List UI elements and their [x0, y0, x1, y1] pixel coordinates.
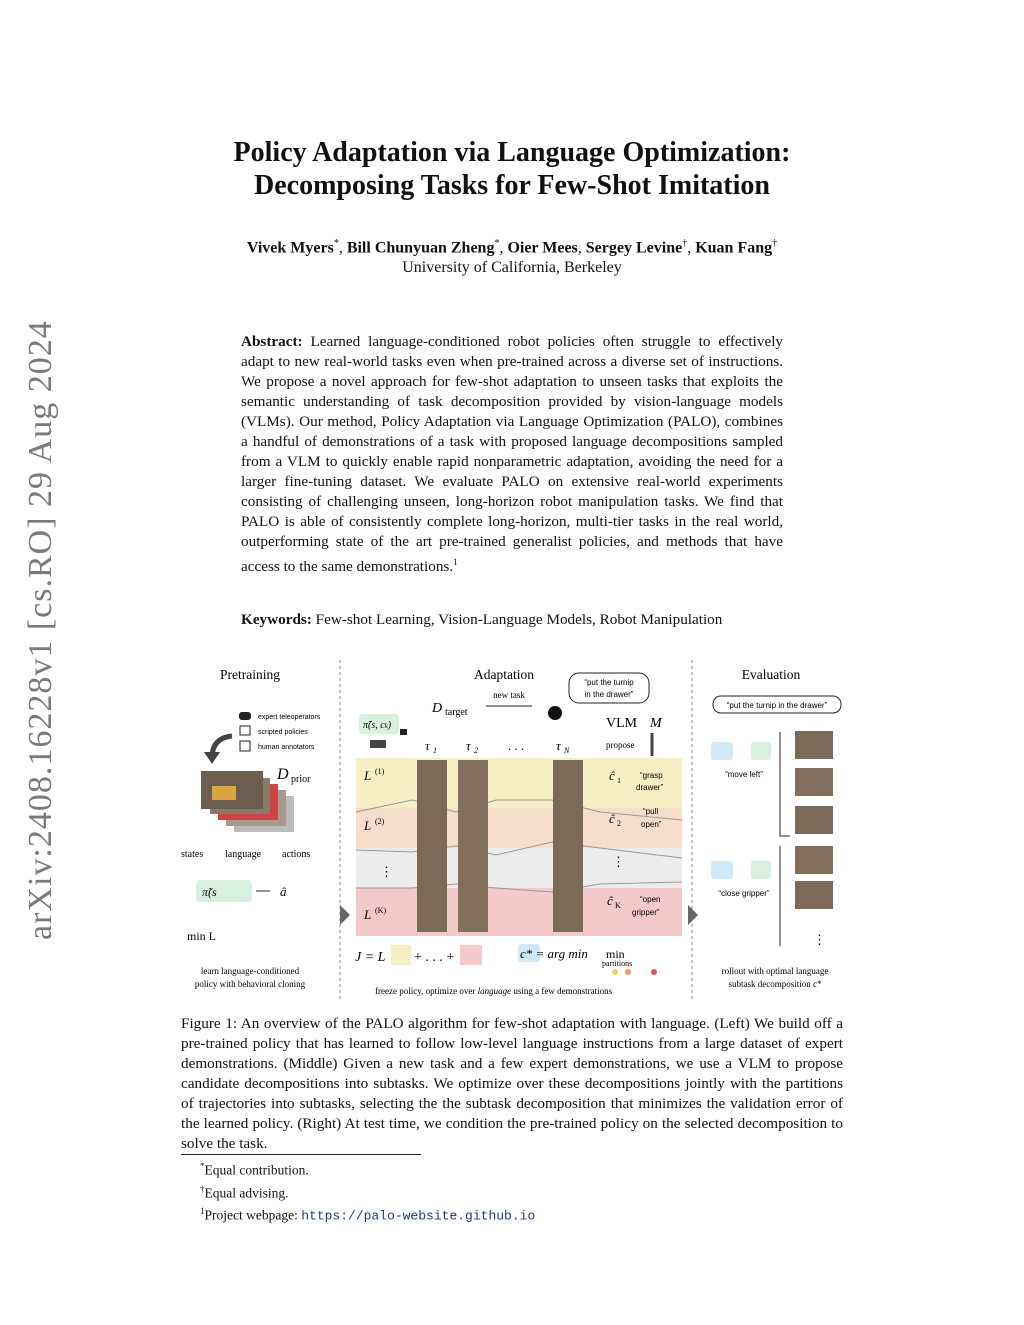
evaluation-heading: Evaluation — [741, 667, 801, 682]
author-name: Bill Chunyuan Zheng — [346, 239, 495, 257]
source-item: expert teleoperators — [258, 714, 321, 721]
svg-text:π̃(s, ck): π̃(s, ck) — [363, 720, 392, 731]
subtask-symbol: ĉ — [609, 811, 615, 826]
loss-label: L — [364, 907, 372, 922]
speech-line-1: “put the turnip — [584, 678, 634, 687]
loss-ellipsis: ⋮ — [380, 864, 393, 879]
pretraining-footer-2: policy with behavioral cloning — [194, 979, 306, 989]
subtask-text: “open — [640, 895, 661, 904]
actions-label: actions — [282, 849, 311, 860]
vlm-label: VLM — [606, 716, 638, 731]
caption-text: An overview of the PALO algorithm for few-shot adaptation with language. (Left) We build off a pre-trained policy that has learned to follow low-level language instructions from a large dataset of expert demonstrations. (Middle) Given a new task and a few expert demonstrations, we use a VLM to propose candidate decompositions into subtasks. We optimize over these decompositions jointly with the partitions of trajectories into subtasks, selecting the the subtask decomposition that minimizes the validation error of the learned policy. (Right) At test time, we condition the pre-trained policy on the selected decomposition to solve the task. — [181, 1015, 844, 1152]
new-task-label: new task — [493, 690, 525, 700]
footnote — [200, 1157, 535, 1180]
subtask-text: “pull — [643, 807, 659, 816]
subtask-ellipsis: ⋮ — [612, 854, 625, 869]
loss-index: (K) — [375, 906, 387, 915]
loss-label: L — [364, 818, 372, 833]
subtask-box — [711, 742, 733, 760]
footnote — [200, 1202, 535, 1226]
author-mark: * — [494, 238, 500, 249]
title-line-2: Decomposing Tasks for Few-Shot Imitation — [254, 170, 770, 201]
subtask-box — [711, 861, 733, 879]
author-name: Kuan Fang — [695, 239, 773, 257]
source-list — [239, 712, 321, 751]
propose-label: propose — [606, 740, 635, 750]
loss-index: (1) — [375, 767, 385, 776]
title-line-1: Policy Adaptation via Language Optimization: — [233, 137, 791, 168]
vlm-symbol: M — [650, 716, 662, 731]
subtask-symbol: ĉ — [609, 768, 615, 783]
figure-caption — [181, 1014, 843, 1154]
author-name: Vivek Myers — [246, 239, 334, 257]
objective-min: min — [606, 947, 625, 961]
dataset-symbol: D — [277, 766, 289, 783]
footnotes — [200, 1157, 535, 1226]
policy-box — [751, 861, 771, 879]
partition-dot — [625, 969, 631, 975]
abstract-label: Abstract: — [241, 333, 303, 350]
annotation-icon — [240, 741, 250, 751]
footnote-text: Equal advising. — [204, 1185, 289, 1200]
gamepad-icon — [239, 712, 251, 720]
subtask-text: “grasp — [640, 771, 663, 780]
footnote-text: Equal contribution. — [204, 1162, 309, 1178]
action-hat: â — [280, 884, 287, 899]
footnote — [200, 1180, 535, 1203]
abstract-footnote-mark: 1 — [453, 557, 458, 567]
trajectory-ellipsis: . . . — [508, 738, 525, 753]
subtask-text: drawer” — [636, 783, 664, 792]
task-text: “put the turnip in the drawer” — [726, 701, 828, 710]
target-subscript: target — [445, 707, 468, 718]
chevron-right-icon — [688, 905, 698, 925]
objective-left: J = L — [355, 950, 386, 965]
subtask-text: open” — [641, 820, 662, 829]
subtask-sub: 2 — [617, 819, 621, 828]
trajectory-label: τ — [425, 738, 430, 753]
evaluation-footer-2: subtask decomposition c* — [728, 979, 822, 989]
terminal-icon — [240, 726, 250, 735]
footnote-mark: † — [200, 1183, 205, 1194]
subtask-sub: K — [615, 901, 621, 910]
rollout-ellipsis: ⋮ — [813, 932, 826, 947]
subtask-symbol: ĉ — [607, 893, 613, 908]
keywords-label: Keywords: — [241, 611, 312, 628]
author-name: Oier Mees — [507, 239, 578, 257]
trajectory-label: τ — [466, 738, 471, 753]
abstract-text: Learned language-conditioned robot policies often struggle to effectively adapt to new real-world tasks even when pre-trained across a diverse set of instructions. We propose a novel approach for few-shot adaptation to unseen tasks that exploits the semantic understanding of task decomposition provided by vision-language models (VLMs). Our method, Policy Adaptation via Language Optimization (PALO), combines a handful of demonstrations of a task with proposed language decompositions sampled from a VLM to quickly enable rapid nonparametric adaptation, avoiding the need for a larger fine-tuning dataset. We evaluate PALO on extensive real-world experiments consisting of challenging unseen, long-horizon robot manipulation tasks. We find that PALO is able of consistently complete long-horizon, multi-tier tasks in the real world, outperforming state of the art pre-trained generalist policies, and methods that have access to the same demonstrations. — [241, 333, 784, 576]
author-mark: † — [772, 238, 778, 249]
loss-index: (2) — [375, 817, 385, 826]
arrow-head-icon — [204, 752, 220, 764]
loss-swatch — [391, 945, 411, 965]
footnote-mark: 1 — [200, 1206, 205, 1216]
adaptation-footer: freeze policy, optimize over language using a few demonstrations — [375, 986, 613, 996]
partition-dot — [651, 969, 657, 975]
lock-icon — [400, 729, 407, 735]
trajectory-headers — [425, 738, 570, 755]
objective-right: c* = arg min — [520, 946, 588, 961]
trajectory-sub: 1 — [433, 746, 437, 755]
footnote-text: Project webpage: — [204, 1207, 302, 1223]
target-symbol: D — [432, 701, 443, 716]
partition-dot — [612, 969, 618, 975]
pretraining-footer-1: learn language-conditioned — [200, 966, 300, 976]
bracket — [780, 732, 790, 836]
partition-band — [356, 808, 682, 848]
person-icon — [548, 706, 562, 720]
evaluation-footer-1: rollout with optimal language — [721, 966, 829, 976]
policy-label: π̃(s — [202, 885, 217, 899]
partitions-label: partitions — [602, 959, 633, 968]
loss-swatch — [460, 945, 482, 965]
author-mark: * — [333, 238, 339, 249]
author-mark: † — [682, 238, 688, 249]
subtask-sub: 1 — [617, 776, 621, 785]
dataset-subscript: prior — [291, 774, 311, 785]
author-list: Vivek Myers*, Bill Chunyuan Zheng*, Oier Mees, Sergey Levine†, Kuan Fang† — [246, 238, 778, 257]
arrow-down-icon — [370, 740, 386, 748]
trajectory-sub: N — [564, 746, 570, 755]
loss-label: min L — [187, 929, 216, 943]
caption-label: Figure 1: — [181, 1015, 238, 1032]
subtask-text: gripper” — [632, 908, 660, 917]
trajectory-sub: 2 — [474, 746, 478, 755]
loss-label: L — [364, 768, 372, 783]
eval-step: “close gripper” — [718, 889, 770, 898]
speech-line-2: in the drawer” — [584, 690, 634, 699]
chevron-right-icon — [340, 905, 350, 925]
affiliation: University of California, Berkeley — [402, 259, 622, 277]
arxiv-identifier: arXiv:2408.16228v1 [cs.RO] 29 Aug 2024 — [22, 320, 59, 940]
language-label: language — [225, 849, 262, 860]
keywords-text: Few-shot Learning, Vision-Language Models, Robot Manipulation — [315, 611, 723, 628]
footnote-mark: * — [200, 1161, 205, 1171]
partition-band — [356, 848, 682, 888]
source-item: human annotators — [258, 744, 315, 751]
author-name: Sergey Levine — [585, 239, 683, 257]
trajectory-label: τ — [556, 738, 561, 753]
pretraining-heading: Pretraining — [220, 667, 280, 682]
rollout-frames — [795, 731, 833, 909]
footnote-rule — [181, 1154, 421, 1155]
adaptation-heading: Adaptation — [474, 667, 534, 682]
source-item: scripted policies — [258, 729, 308, 736]
states-label: states — [181, 849, 204, 860]
eval-step: “move left” — [725, 770, 763, 779]
objective-dots: + . . . + — [414, 950, 455, 965]
policy-box — [751, 742, 771, 760]
project-link[interactable]: https://palo-website.github.io — [301, 1208, 536, 1224]
